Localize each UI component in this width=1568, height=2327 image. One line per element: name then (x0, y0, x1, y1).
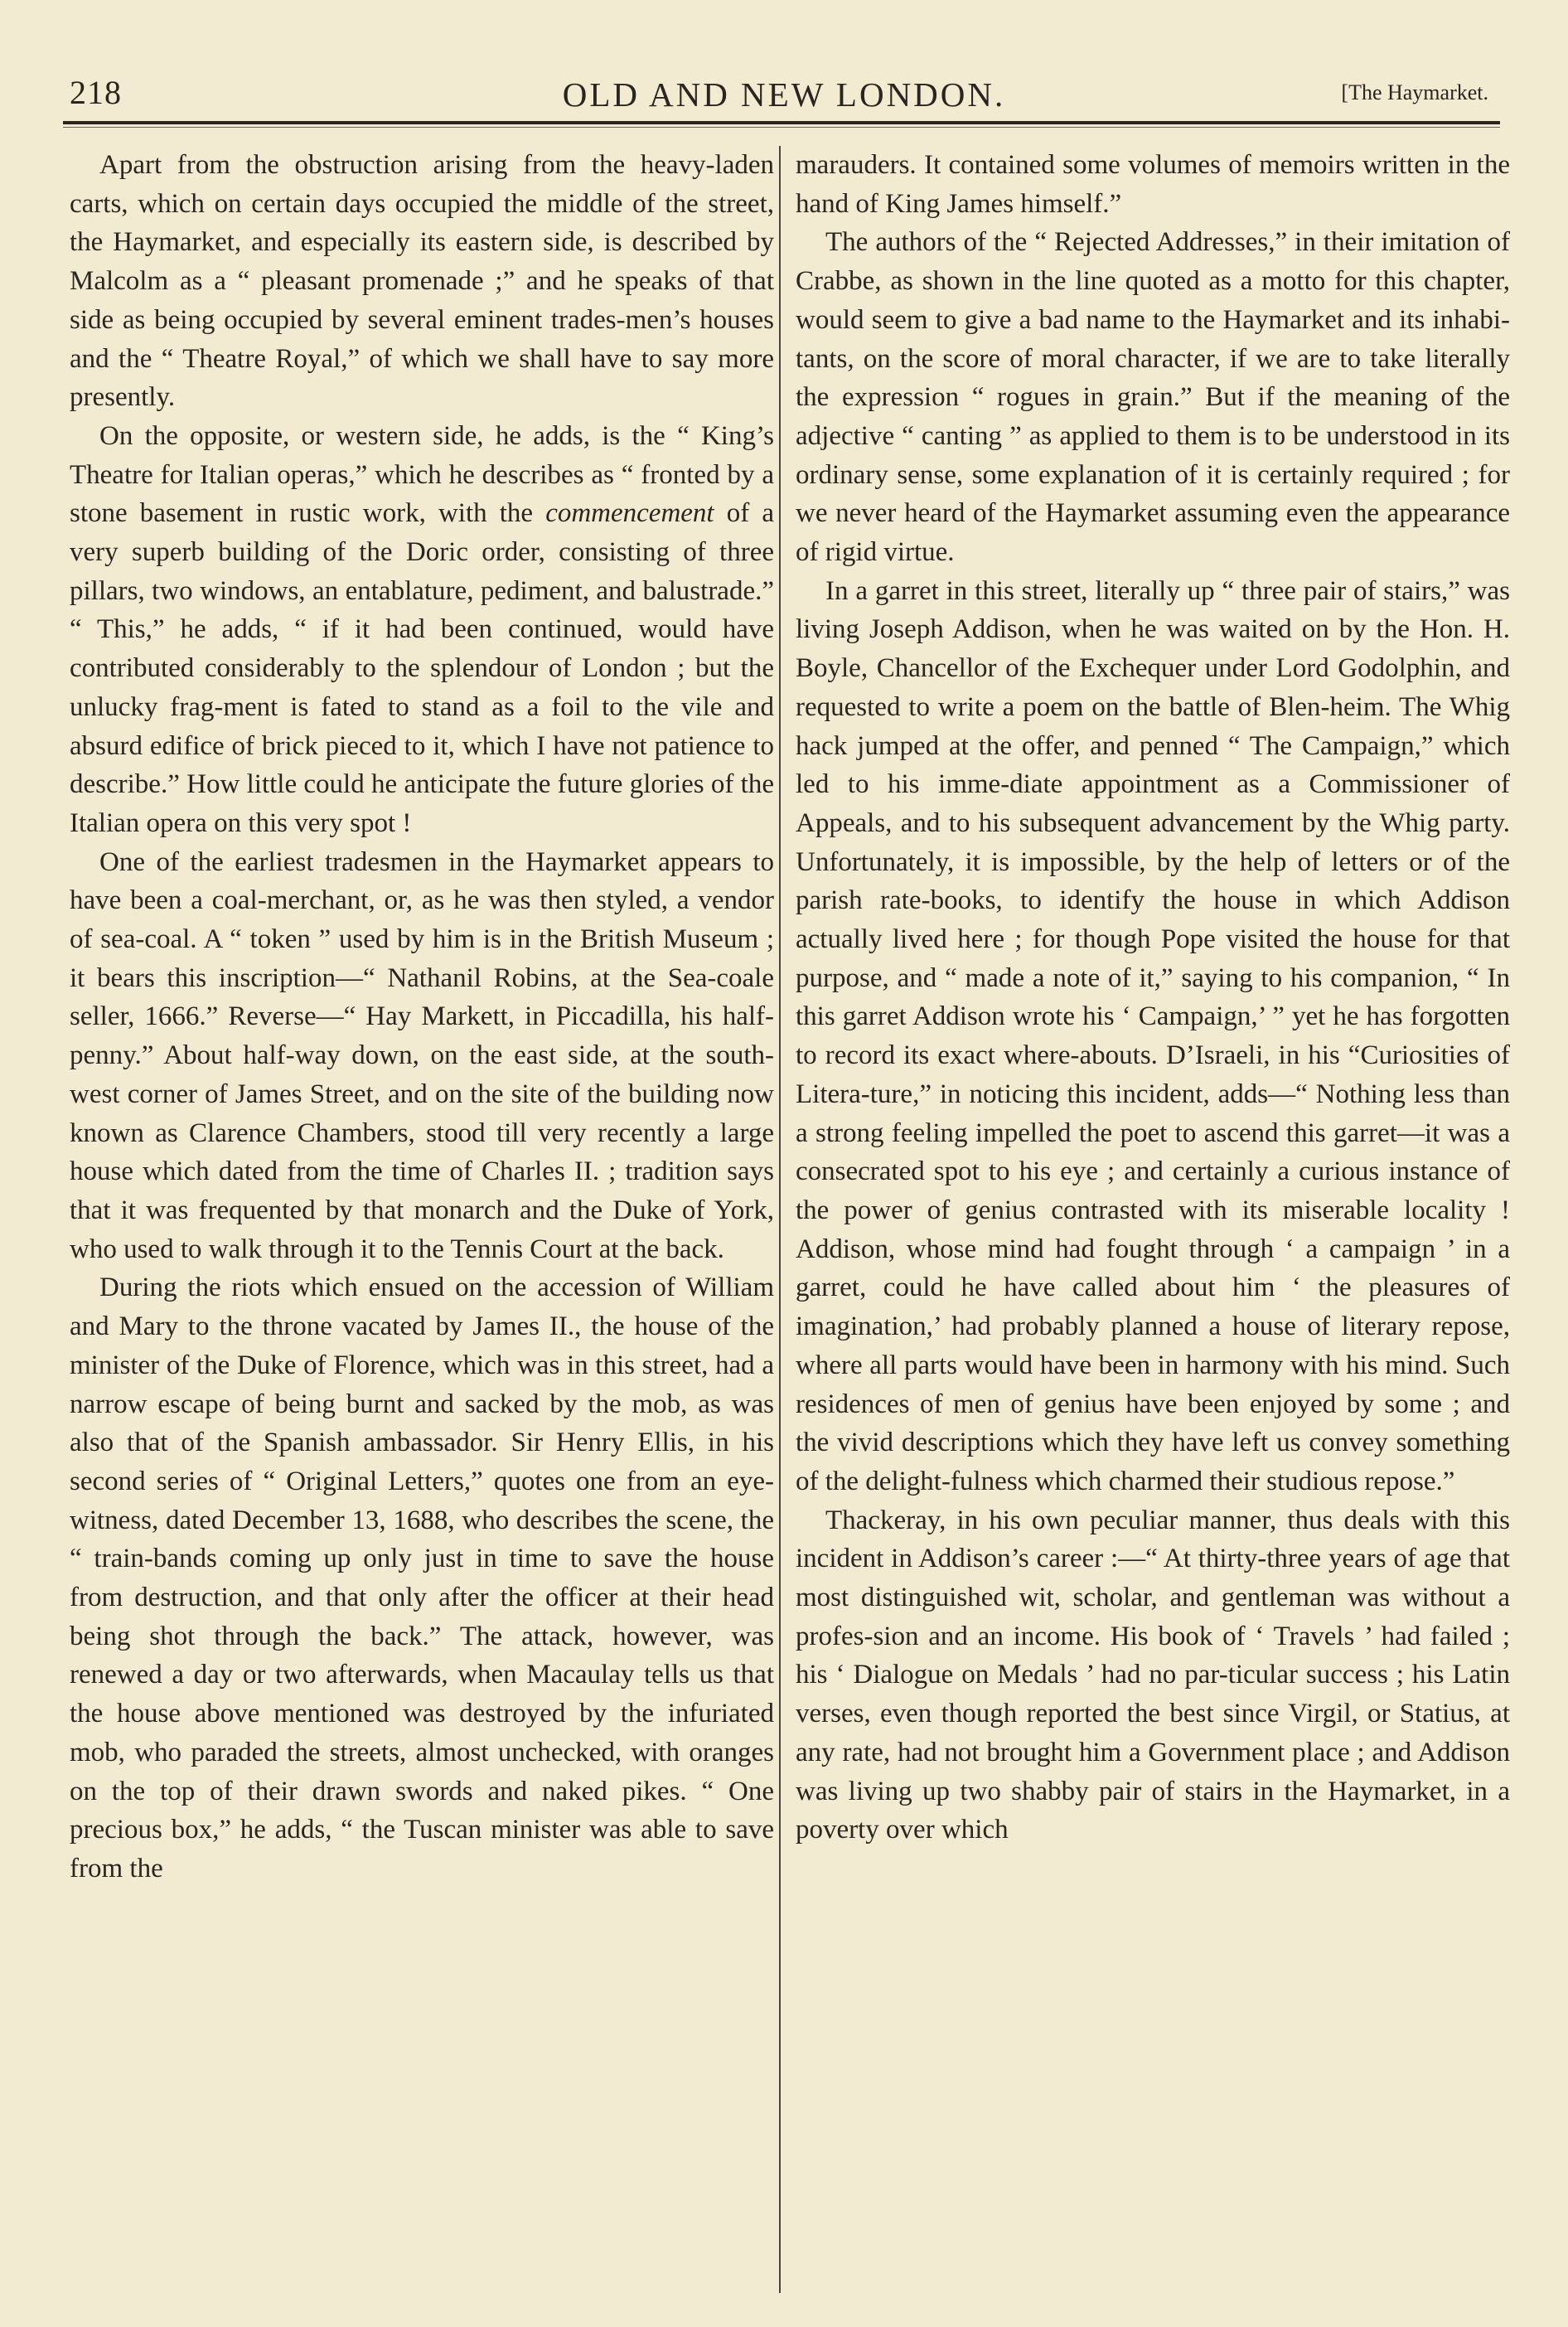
paragraph: The authors of the “ Rejected Addresses,” in their imitation of Crabbe, as shown in the line quoted as a motto for this chapter, would seem to give a bad name to the Haymarket and its inhabi-tants, on the score of moral character, if we are to take literally the expression “ rogues in grain.” But if the meaning of the adjective “ canting ” as applied to them is to be understood in its ordinary sense, some explanation of it is certainly required ; for we never heard of the Haymarket assuming even the appearance of rigid virtue. (796, 227, 1510, 568)
paragraph: One of the earliest tradesmen in the Haymarket appears to have been a coal-merchant, or, as he was then styled, a vendor of sea-coal. A “ token ” used by him is in the British Museum ; it bears this inscription—“ Nathanil Robins, at the Sea-coale seller, 1666.” Reverse—“ Hay Markett, in Piccadilla, his half-penny.” About half-way down, on the east side, at the south-west corner of James Street, and on the site of the building now known as Clarence Chambers, stood till very recently a large house which dated from the time of Charles II. ; tradition says that it was frequented by that monarch and the Duke of York, who used to walk through it to the Tennis Court at the back. (70, 846, 774, 1264)
paragraph: In a garret in this street, literally up “ three pair of stairs,” was living Joseph Addison, when he was waited on by the Hon. H. Boyle, Chancellor of the Exchequer under Lord Godolphin, and requested to write a poem on the battle of Blen-heim. The Whig hack jumped at the offer, and penned “ The Campaign,” which led to his imme-diate appointment as a Commissioner of Appeals, and to his subsequent advancement by the Whig party. Unfortunately, it is impossible, by the help of letters or of the parish rate-books, to identify the house in which Addison actually lived here ; for though Pope visited the house for that purpose, and “ made a note of it,” saying to his companion, “ In this garret Addison wrote his ‘ Campaign,’ ” yet he has forgotten to record its exact where-abouts. D’Israeli, in his “Curiosities of Litera-ture,” in noticing this incident, adds—“ Nothing less than a strong feeling impelled the poet to ascend this garret—it was a consecrated spot to his eye ; and certainly a curious instance of the power of genius contrasted with its miserable locality ! Addison, whose mind had fought through ‘ a campaign ’ in a garret, could he have called about him ‘ the pleasures of imagination,’ had probably planned a house of literary repose, where all parts would have been in harmony with his mind. Such residences of men of genius have been enjoyed by some ; and the vivid descriptions which they have left us convey something of the delight-fulness which charmed their studious repose.” (796, 575, 1510, 1496)
italic-term: commencement (545, 498, 714, 529)
page-header (0, 0, 1568, 124)
paragraph-text: of a very superb building of the Doric order, consisting of three pillars, two windows, an entablature, pediment, and balustrade.” “ This,” he adds, “ if it had been continued, would have contributed considerably to the splendour of London ; but the unlucky frag-ment is fated to stand as a foil to the vile and absurd edifice of brick pieced to it, which I have not patience to describe.” How little could he anticipate the future glories of the Italian opera on this very spot ! (70, 498, 774, 838)
column-divider (779, 146, 781, 2293)
right-column (796, 146, 1510, 1849)
paragraph: During the riots which ensued on the accession of William and Mary to the throne vacated by James II., the house of the minister of the Duke of Florence, which was in this street, had a narrow escape of being burnt and sacked by the mob, as was also that of the Spanish ambassador. Sir Henry Ellis, in his second series of “ Original Letters,” quotes one from an eye-witness, dated December 13, 1688, who describes the scene, the “ train-bands coming up only just in time to save the house from destruction, and that only after the officer at their head being shot through the back.” The attack, however, was renewed a day or two afterwards, when Macaulay tells us that the house above mentioned was destroyed by the infuriated mob, who paraded the streets, almost unchecked, with oranges on the top of their drawn swords and naked pikes. “ One precious box,” he adds, “ the Tuscan minister was able to save from the (70, 1273, 774, 1883)
header-rule-thin (63, 127, 1500, 128)
header-rule (63, 121, 1500, 124)
paragraph-continued: marauders. It contained some volumes of memoirs written in the hand of King James himself.” (796, 150, 1510, 219)
paragraph (70, 417, 774, 843)
paragraph: Thackeray, in his own peculiar manner, thus deals with this incident in Addison’s career :—“ At thirty-three years of age that most distinguished wit, scholar, and gentleman was without a profes-sion and an income. His book of ‘ Travels ’ had failed ; his ‘ Dialogue on Medals ’ had no par-ticular success ; his Latin verses, even though reported the best since Virgil, or Statius, at any rate, had not brought him a Government place ; and Addison was living up two shabby pair of stairs in the Haymarket, in a poverty over which (796, 1505, 1510, 1845)
page-number: 218 (70, 74, 122, 111)
paragraph: Apart from the obstruction arising from the heavy-laden carts, which on certain days occupied the middle of the street, the Haymarket, and especially its eastern side, is described by Malcolm as a “ pleasant promenade ;” and he speaks of that side as being occupied by several eminent trades-men’s houses and the “ Theatre Royal,” of which we shall have to say more presently. (70, 150, 774, 413)
left-column (70, 146, 774, 1888)
running-title: OLD AND NEW LONDON. (562, 75, 1006, 114)
paragraph-text: On the opposite, or western side, he adds, is the “ King’s Theatre for Italian operas,” which he describes as “ fronted by a stone basement in rustic work, with the (70, 420, 774, 529)
section-title: [The Haymarket. (1341, 80, 1488, 104)
